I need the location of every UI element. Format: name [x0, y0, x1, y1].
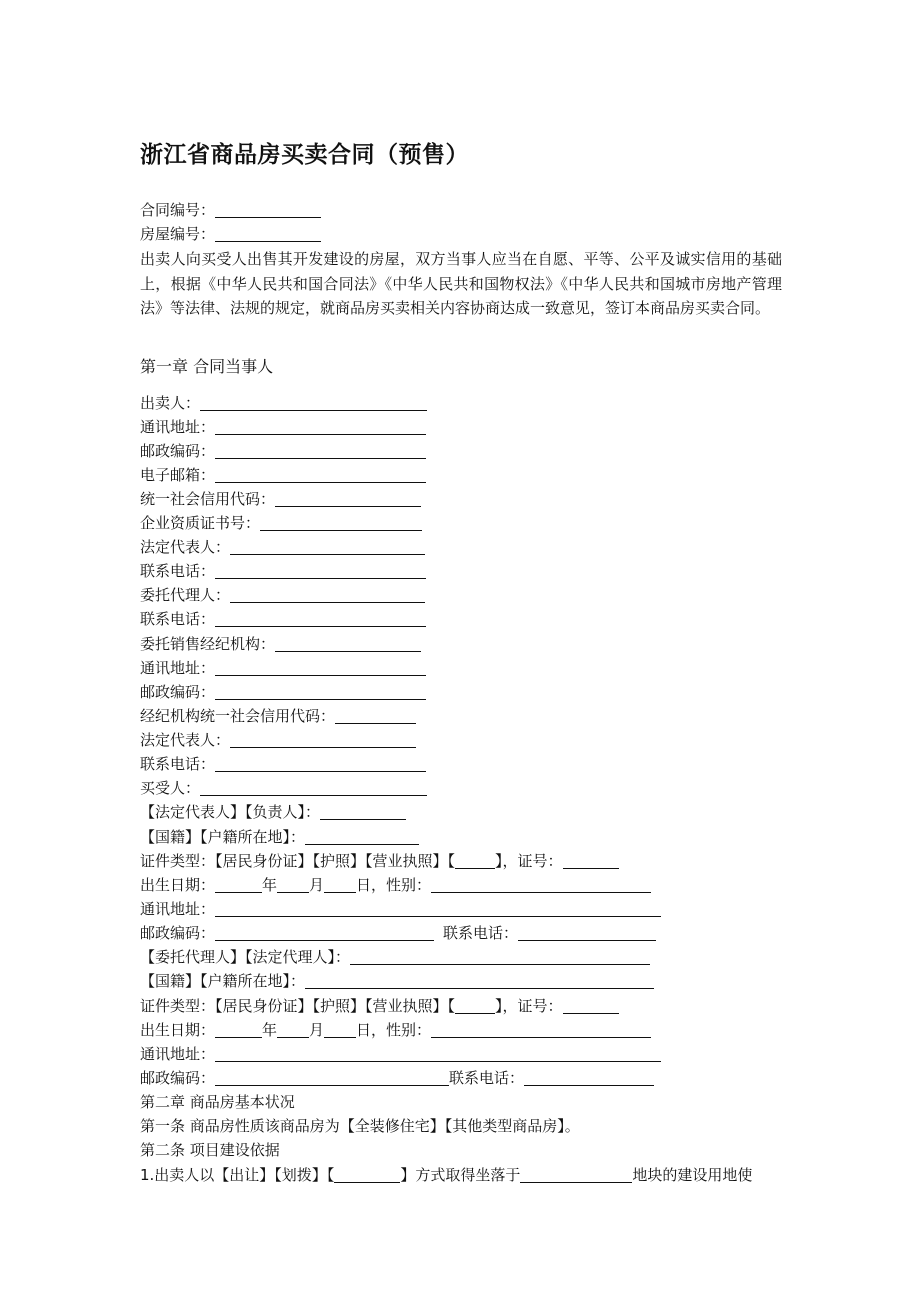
broker-phone-label: 联系电话： [140, 755, 216, 773]
broker-postcode-blank[interactable] [215, 682, 426, 700]
seller-address-label: 通讯地址： [140, 418, 216, 436]
buyer-agent-birth-day-blank[interactable] [324, 1020, 356, 1038]
broker-postcode-label: 邮政编码： [140, 683, 216, 701]
broker-legal-rep-blank[interactable] [230, 730, 416, 748]
buyer-id-row [140, 849, 619, 873]
seller-email-label: 电子邮箱： [140, 466, 216, 484]
house-number-label: 房屋编号： [140, 225, 216, 243]
buyer-agent-id-number-label: 】，证号： [495, 997, 563, 1015]
broker-credit-code-label: 经纪机构统一社会信用代码： [140, 707, 336, 725]
broker-phone-blank[interactable] [215, 754, 426, 772]
buyer-agent-phone-label: 联系电话： [449, 1069, 525, 1087]
article-2: 第二条 项目建设依据 [140, 1141, 280, 1159]
buyer-rep-blank[interactable] [320, 802, 406, 820]
buyer-nationality-row [140, 825, 419, 849]
buyer-id-number-blank[interactable] [563, 851, 619, 869]
clause-1-part-b: 】方式取得坐落于 [400, 1166, 521, 1184]
buyer-id-number-label: 】，证号： [495, 852, 563, 870]
buyer-rep-label: 【法定代表人】【负责人】： [140, 803, 321, 821]
seller-phone-row [140, 559, 426, 583]
buyer-agent-nationality-label: 【国籍】【户籍所在地】： [140, 972, 306, 990]
buyer-birth-day-blank[interactable] [324, 875, 356, 893]
chapter-2-heading: 第二章 商品房基本状况 [140, 1093, 295, 1111]
document-title: 浙江省商品房买卖合同（预售） [140, 142, 469, 168]
house-number-blank[interactable] [215, 224, 321, 242]
agent-day-gender-label: 日，性别： [356, 1021, 432, 1039]
clause-1-part-c: 地块的建设用地使 [632, 1166, 753, 1184]
broker-address-label: 通讯地址： [140, 659, 216, 677]
seller-phone-blank[interactable] [215, 561, 426, 579]
agent-year-label: 年 [262, 1021, 278, 1039]
seller-credit-code-blank[interactable] [275, 489, 421, 507]
seller-postcode-row [140, 439, 426, 463]
broker-address-row [140, 656, 426, 680]
year-label: 年 [262, 876, 278, 894]
seller-postcode-blank[interactable] [215, 441, 426, 459]
seller-row [140, 391, 427, 415]
buyer-agent-row [140, 945, 650, 969]
seller-qualification-row [140, 511, 422, 535]
buyer-postcode-row [140, 921, 656, 945]
broker-row [140, 632, 421, 656]
seller-email-row [140, 463, 426, 487]
seller-agent-phone-label: 联系电话： [140, 610, 216, 628]
buyer-phone-label: 联系电话： [443, 924, 519, 942]
seller-credit-code-row [140, 487, 421, 511]
seller-blank[interactable] [200, 393, 427, 411]
buyer-postcode-blank[interactable] [215, 923, 434, 941]
seller-qualification-label: 企业资质证书号： [140, 514, 261, 532]
seller-address-row [140, 415, 426, 439]
seller-email-blank[interactable] [215, 465, 426, 483]
broker-postcode-row [140, 680, 426, 704]
buyer-agent-nationality-row [140, 969, 654, 993]
buyer-agent-address-label: 通讯地址： [140, 1045, 216, 1063]
chapter-1-heading: 第一章 合同当事人 [140, 357, 274, 376]
day-gender-label: 日，性别： [356, 876, 432, 894]
buyer-agent-id-other-blank[interactable] [455, 996, 495, 1014]
house-number-row [140, 222, 321, 246]
seller-agent-label: 委托代理人： [140, 586, 231, 604]
seller-phone-label: 联系电话： [140, 562, 216, 580]
clause-1-row [140, 1163, 752, 1187]
buyer-agent-address-blank[interactable] [215, 1044, 661, 1062]
agent-month-label: 月 [309, 1021, 325, 1039]
clause-1-part-a: 1.出卖人以【出让】【划拨】【 [140, 1166, 335, 1184]
buyer-address-label: 通讯地址： [140, 900, 216, 918]
buyer-agent-id-row [140, 994, 619, 1018]
seller-legal-rep-row [140, 535, 425, 559]
buyer-agent-label: 【委托代理人】【法定代理人】： [140, 948, 351, 966]
contract-number-row [140, 198, 321, 222]
buyer-blank[interactable] [200, 778, 427, 796]
land-acquisition-method-blank[interactable] [334, 1165, 400, 1183]
broker-phone-row [140, 752, 426, 776]
buyer-agent-birth-label: 出生日期： [140, 1021, 216, 1039]
broker-legal-rep-label: 法定代表人： [140, 731, 231, 749]
buyer-agent-postcode-blank[interactable] [215, 1068, 449, 1086]
preamble-paragraph: 出卖人向买受人出售其开发建设的房屋，双方当事人应当在自愿、平等、公平及诚实信用的基础上，根据《中华人民共和国合同法》《中华人民共和国物权法》《中华人民共和国城市房地产管理法》等法律、法规的规定，就商品房买卖相关内容协商达成一致意见，签订本商品房买卖合同。 [140, 250, 782, 317]
buyer-agent-postcode-label: 邮政编码： [140, 1069, 216, 1087]
buyer-nationality-label: 【国籍】【户籍所在地】： [140, 828, 306, 846]
seller-address-blank[interactable] [215, 417, 426, 435]
buyer-agent-nationality-blank[interactable] [305, 971, 654, 989]
broker-credit-code-row [140, 704, 416, 728]
buyer-phone-blank[interactable] [518, 923, 656, 941]
article-1: 第一条 商品房性质该商品房为【全装修住宅】【其他类型商品房】。 [140, 1117, 580, 1135]
buyer-label: 买受人： [140, 779, 201, 797]
seller-credit-code-label: 统一社会信用代码： [140, 490, 276, 508]
broker-blank[interactable] [275, 634, 421, 652]
buyer-birth-row [140, 873, 651, 897]
broker-legal-rep-row [140, 728, 416, 752]
buyer-agent-gender-blank[interactable] [431, 1020, 651, 1038]
buyer-postcode-label: 邮政编码： [140, 924, 216, 942]
buyer-agent-id-number-blank[interactable] [563, 996, 619, 1014]
contract-number-label: 合同编号： [140, 201, 216, 219]
buyer-address-blank[interactable] [215, 899, 661, 917]
buyer-agent-birth-row [140, 1018, 651, 1042]
land-location-blank[interactable] [520, 1165, 632, 1183]
buyer-birth-label: 出生日期： [140, 876, 216, 894]
seller-legal-rep-blank[interactable] [230, 537, 425, 555]
buyer-row [140, 776, 427, 800]
broker-address-blank[interactable] [215, 658, 426, 676]
buyer-birth-year-blank[interactable] [215, 875, 262, 893]
buyer-birth-month-blank[interactable] [277, 875, 309, 893]
seller-label: 出卖人： [140, 394, 201, 412]
buyer-id-other-blank[interactable] [455, 851, 495, 869]
seller-agent-row [140, 583, 425, 607]
seller-qualification-blank[interactable] [260, 513, 422, 531]
seller-agent-phone-row [140, 607, 426, 631]
broker-credit-code-blank[interactable] [335, 706, 416, 724]
seller-agent-phone-blank[interactable] [215, 609, 426, 627]
buyer-agent-address-row [140, 1042, 661, 1066]
broker-label: 委托销售经纪机构： [140, 635, 276, 653]
seller-agent-blank[interactable] [230, 585, 425, 603]
seller-legal-rep-label: 法定代表人： [140, 538, 231, 556]
buyer-rep-row [140, 800, 406, 824]
buyer-agent-birth-year-blank[interactable] [215, 1020, 262, 1038]
month-label: 月 [309, 876, 325, 894]
buyer-agent-id-type-label: 证件类型：【居民身份证】【护照】【营业执照】【 [140, 997, 456, 1015]
buyer-id-type-label: 证件类型：【居民身份证】【护照】【营业执照】【 [140, 852, 456, 870]
buyer-nationality-blank[interactable] [305, 827, 419, 845]
buyer-agent-blank[interactable] [350, 947, 650, 965]
buyer-gender-blank[interactable] [431, 875, 651, 893]
buyer-agent-phone-blank[interactable] [524, 1068, 654, 1086]
buyer-agent-postcode-row [140, 1066, 654, 1090]
contract-number-blank[interactable] [215, 200, 321, 218]
buyer-agent-birth-month-blank[interactable] [277, 1020, 309, 1038]
buyer-address-row [140, 897, 661, 921]
seller-postcode-label: 邮政编码： [140, 442, 216, 460]
